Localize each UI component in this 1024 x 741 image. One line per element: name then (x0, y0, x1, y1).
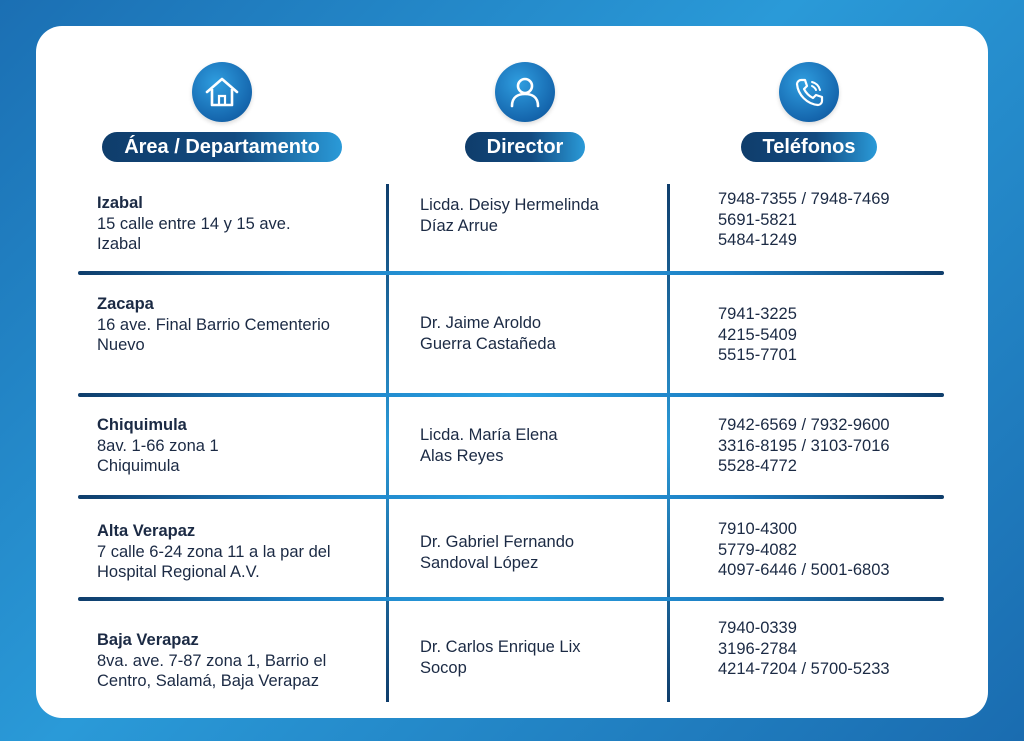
phone-number: 7910-4300 (718, 520, 797, 538)
area-address: Nuevo (97, 336, 145, 354)
area-address: Izabal (97, 235, 142, 253)
phone-number: 3316-8195 / 3103-7016 (718, 436, 890, 455)
area-name: Chiquimula (97, 416, 187, 434)
directory-card (36, 26, 988, 718)
director-name: Licda. Deisy Hermelinda (420, 196, 599, 214)
area-address: Chiquimula (97, 457, 180, 475)
area-header-label: Área / Departamento (102, 132, 342, 162)
table-row-director (420, 195, 599, 236)
director-name: Licda. María Elena (420, 426, 558, 444)
phone-number: 7948-7355 / 7948-7469 (718, 190, 890, 208)
table-row-director (420, 313, 556, 354)
director-name: Dr. Jaime Aroldo (420, 314, 542, 332)
area-name: Izabal (97, 194, 143, 212)
row-divider (78, 393, 944, 397)
table-row-telefonos (718, 189, 890, 251)
area-address: 8va. ave. 7-87 zona 1, Barrio el (97, 651, 327, 670)
phone-number: 4214-7204 / 5700-5233 (718, 660, 890, 678)
area-address: 8av. 1-66 zona 1 (97, 436, 219, 455)
director-name: Socop (420, 658, 467, 677)
phone-number: 7941-3225 (718, 305, 797, 323)
phone-number: 4097-6446 / 5001-6803 (718, 561, 890, 579)
phone-number: 3196-2784 (718, 639, 797, 658)
director-name: Sandoval López (420, 553, 539, 572)
area-name: Alta Verapaz (97, 522, 196, 540)
director-header (456, 62, 594, 162)
table-row-area (97, 294, 330, 356)
home-icon (192, 62, 252, 122)
area-address: 7 calle 6-24 zona 11 a la par del (97, 542, 331, 561)
row-divider (78, 597, 944, 601)
row-divider (78, 271, 944, 275)
row-divider (78, 495, 944, 499)
phone-number: 5484-1249 (718, 231, 797, 249)
area-name: Baja Verapaz (97, 631, 199, 649)
area-address: Centro, Salamá, Baja Verapaz (97, 672, 319, 690)
phone-number: 5779-4082 (718, 540, 797, 559)
director-name: Guerra Castañeda (420, 334, 556, 353)
area-header (86, 62, 358, 162)
area-address: 15 calle entre 14 y 15 ave. (97, 214, 291, 233)
area-name: Zacapa (97, 295, 154, 313)
table-row-telefonos (718, 415, 890, 477)
table-row-area (97, 521, 331, 583)
phone-number: 4215-5409 (718, 325, 797, 344)
table-row-telefonos (718, 618, 890, 680)
table-row-director (420, 425, 558, 466)
director-name: Dr. Gabriel Fernando (420, 533, 575, 551)
column-divider (386, 184, 389, 702)
area-address: 16 ave. Final Barrio Cementerio (97, 315, 330, 334)
phone-number: 7942-6569 / 7932-9600 (718, 416, 890, 434)
table-row-telefonos (718, 519, 890, 581)
area-address: Hospital Regional A.V. (97, 563, 260, 581)
user-icon (495, 62, 555, 122)
director-name: Alas Reyes (420, 446, 504, 465)
table-row-telefonos (718, 304, 797, 366)
table-row-area (97, 193, 291, 255)
phone-icon (779, 62, 839, 122)
telefonos-header-label: Teléfonos (741, 132, 878, 162)
phone-number: 5691-5821 (718, 210, 797, 229)
director-name: Dr. Carlos Enrique Lix (420, 638, 581, 656)
phone-number: 5515-7701 (718, 346, 797, 364)
table-row-area (97, 630, 326, 692)
phone-number: 7940-0339 (718, 619, 797, 637)
director-header-label: Director (465, 132, 586, 162)
table-row-director (420, 532, 574, 573)
column-divider (667, 184, 670, 702)
phone-number: 5528-4772 (718, 457, 797, 475)
table-row-area (97, 415, 219, 477)
telefonos-header (736, 62, 882, 162)
director-name: Díaz Arrue (420, 216, 498, 235)
table-row-director (420, 637, 580, 678)
